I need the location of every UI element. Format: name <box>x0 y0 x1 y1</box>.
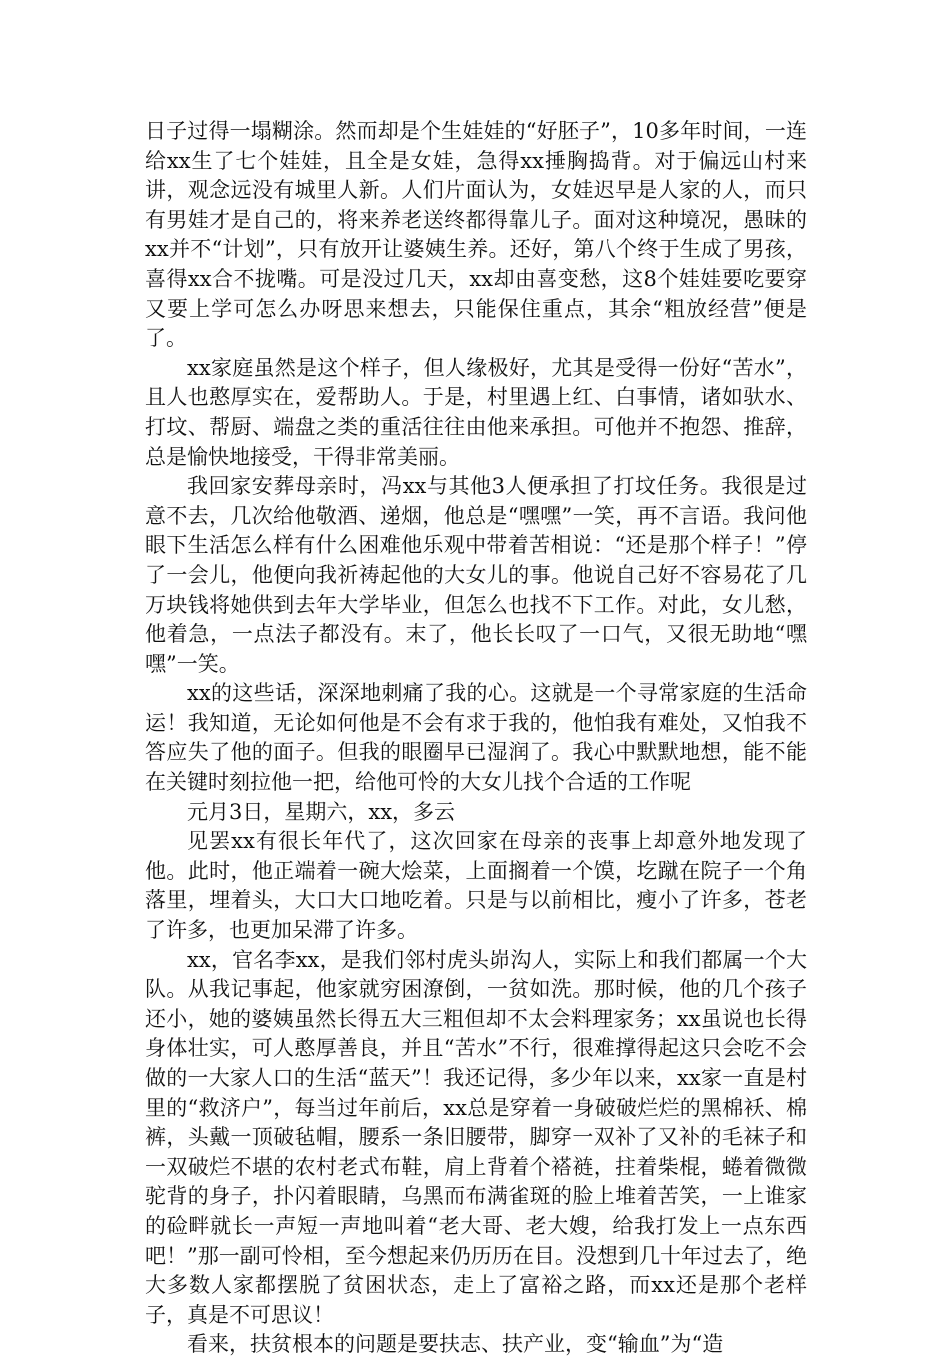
paragraph-2: xx家庭虽然是这个样子，但人缘极好，尤其是受得一份好“苦水”，且人也憨厚实在，爱帮助人。于是，村里遇上红、白事情，诸如驮水、打坟、帮厨、端盘之类的重活往往由他来承担。可他并不抱怨、推辞，总是愉快地接受，干得非常美丽。 <box>145 355 807 469</box>
paragraph-1: 日子过得一塌糊涂。然而却是个生娃娃的“好胚子”，10多年时间，一连给xx生了七个娃娃，且全是女娃，急得xx捶胸捣背。对于偏远山村来讲，观念远没有城里人新。人们片面认为，女娃迟早是人家的人，而只有男娃才是自己的，将来养老送终都得靠儿子。面对这种境况，愚昧的xx并不“计划”，只有放开让婆姨生养。还好，第八个终于生成了男孩，喜得xx合不拢嘴。可是没过几天，xx却由喜变愁，这8个娃娃要吃要穿又要上学可怎么办呀思来想去，只能保住重点，其余“粗放经营”便是了。 <box>145 119 807 351</box>
diary-date-line: 元月3日，星期六，xx，多云 <box>187 799 456 824</box>
paragraph-6: xx，官名李xx，是我们邻村虎头峁沟人，实际上和我们都属一个大队。从我记事起，他家就穷困潦倒，一贫如洗。那时候，他的几个孩子还小，她的婆姨虽然长得五大三粗但却不太会料理家务；xx虽说也长得身体壮实，可人憨厚善良，并且“苦水”不行，很难撑得起这只会吃不会做的一大家人口的生活“蓝天”！我还记得，多少年以来，xx家一直是村里的“救济户”，每当过年前后，xx总是穿着一身破破烂烂的黑棉袄、棉裤，头戴一顶破毡帽，腰系一条旧腰带，脚穿一双补了又补的毛袜子和一双破烂不堪的农村老式布鞋，肩上背着个褡裢，拄着柴棍，蜷着微微驼背的身子，扑闪着眼睛，乌黑而布满雀斑的脸上堆着苦笑，一上谁家的硷畔就长一声短一声地叫着“老大哥、老大嫂，给我打发上一点东西吧！”那一副可怜相，至今想起来仍历历在目。没想到几十年过去了，绝大多数人家都摆脱了贫困状态，走上了富裕之路，而xx还是那个老样子，真是不可思议！ <box>145 947 807 1327</box>
paragraph-7: 看来，扶贫根本的问题是要扶志、扶产业，变“输血”为“造 <box>187 1332 724 1357</box>
paragraph-3: 我回家安葬母亲时，冯xx与其他3人便承担了打坟任务。我很是过意不去，几次给他敬酒、递烟，他总是“嘿嘿”一笑，再不言语。我问他眼下生活怎么样有什么困难他乐观中带着苦相说：“还是那个样子！”停了一会儿，他便向我祈祷起他的大女儿的事。他说自己好不容易花了几万块钱将她供到去年大学毕业，但怎么也找不下工作。对此，女儿愁，他着急，一点法子都没有。末了，他长长叹了一口气，又很无助地“嘿嘿”一笑。 <box>145 474 807 676</box>
paragraph-5: 见罢xx有很长年代了，这次回家在母亲的丧事上却意外地发现了他。此时，他正端着一碗大烩菜，上面搁着一个馍，圪蹴在院子一个角落里，埋着头，大口大口地吃着。只是与以前相比，瘦小了许多，苍老了许多，也更加呆滞了许多。 <box>145 829 807 943</box>
paragraph-4: xx的这些话，深深地刺痛了我的心。这就是一个寻常家庭的生活命运！我知道，无论如何他是不会有求于我的，他怕我有难处，又怕我不答应失了他的面子。但我的眼圈早已湿润了。我心中默默地想，能不能在关键时刻拉他一把，给他可怜的大女儿找个合适的工作呢 <box>145 681 807 795</box>
document-body <box>145 117 807 1360</box>
